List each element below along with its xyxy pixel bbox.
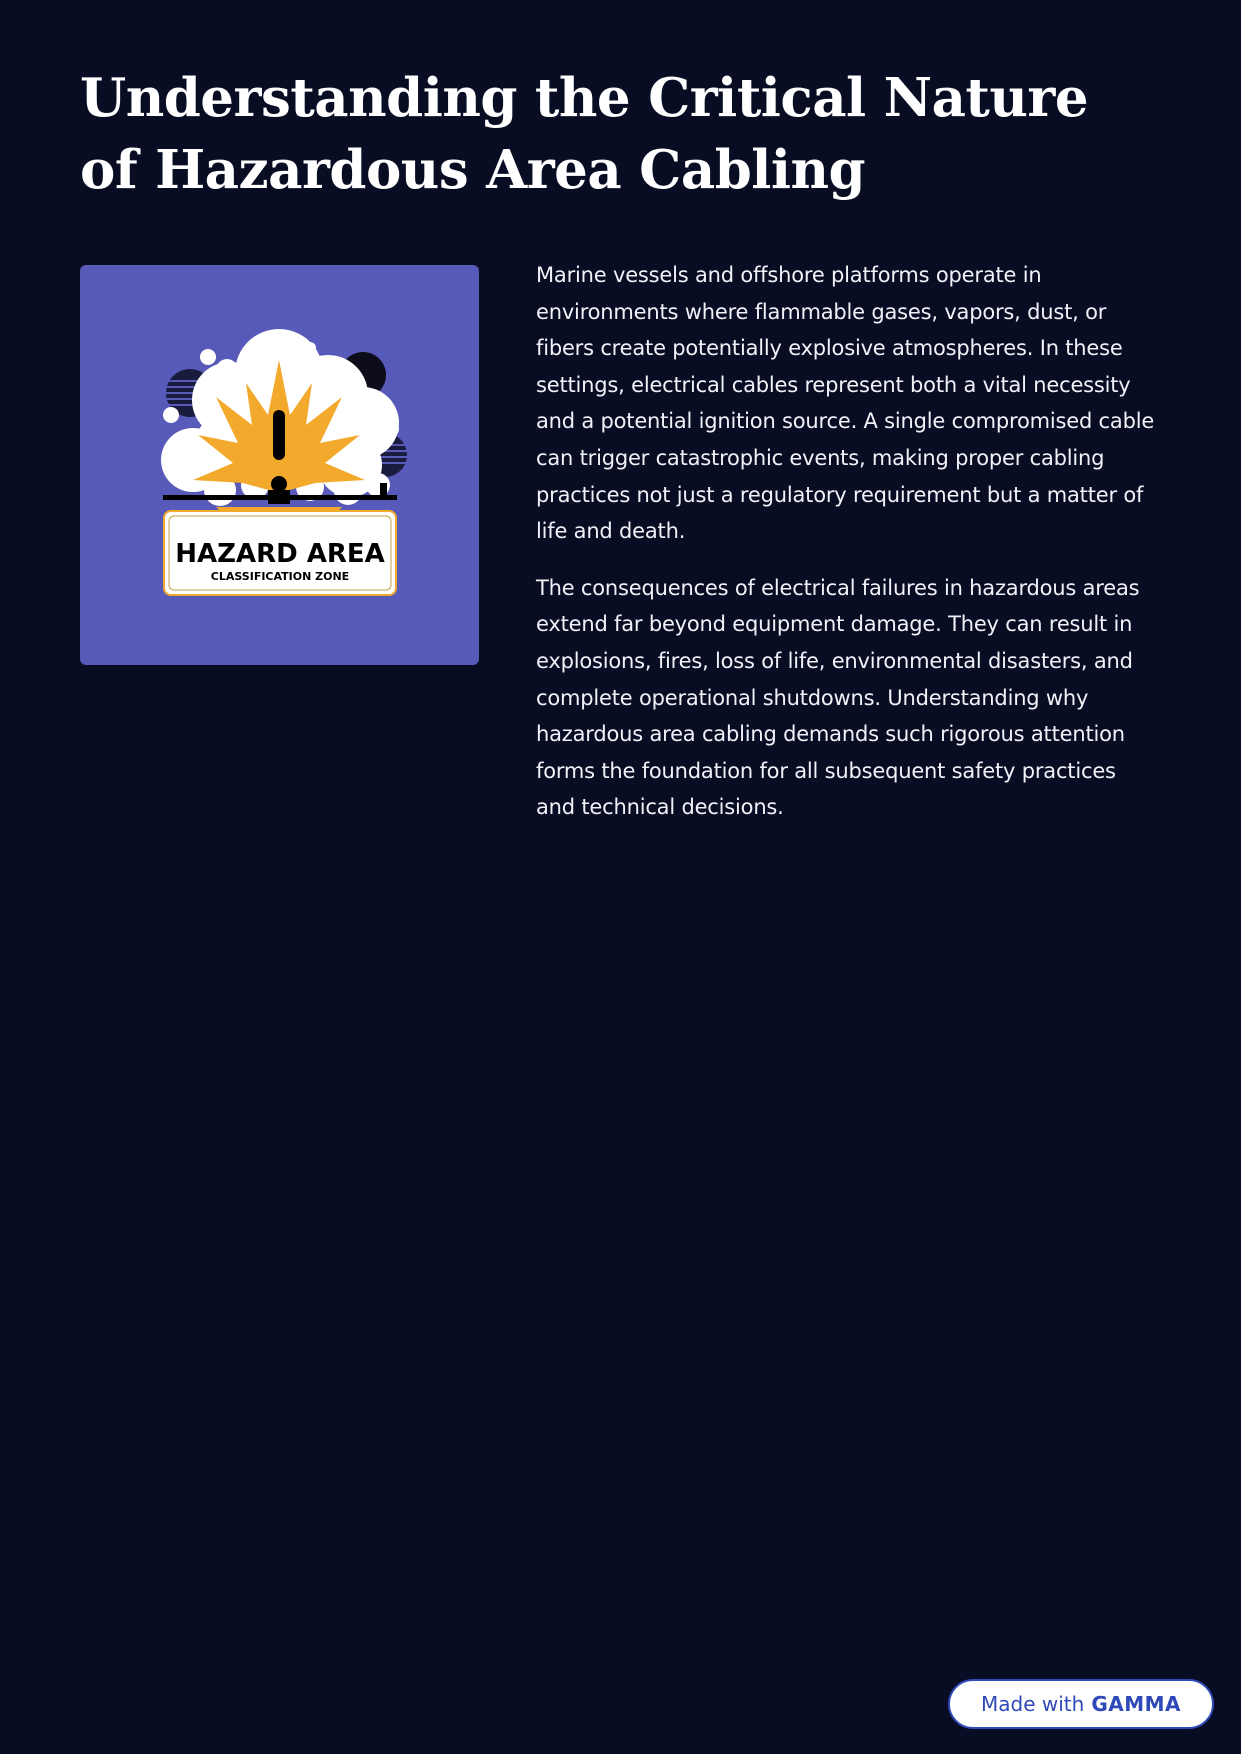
hazard-area-sign	[164, 511, 396, 595]
made-with-gamma-badge[interactable]	[948, 1679, 1214, 1729]
intro-paragraph: Marine vessels and offshore platforms operate in environments where flammable gases, vapors, dust, or fibers create potentially explosive atmospheres. In these settings, electrical cables represent both a vital necessity and a potential ignition source. A single compromised cable can trigger catastrophic events, making proper cabling practices not just a regulatory requirement but a matter of life and death.	[536, 263, 1155, 544]
sign-title: HAZARD AREA	[175, 539, 385, 569]
sign-mount-bar	[163, 495, 397, 500]
page-title: Understanding the Critical Nature of Hazardous Area Cabling	[80, 67, 1089, 201]
hazard-area-illustration	[80, 265, 479, 665]
made-with-label: Made with	[981, 1692, 1085, 1716]
body-text	[536, 257, 1161, 846]
consequences-paragraph: The consequences of electrical failures in hazardous areas extend far beyond equipment damage. They can result in explosions, fires, loss of life, environmental disasters, and complete operational shutdowns. Understanding why hazardous area cabling demands such rigorous attention forms the foundation for all subsequent safety practices and technical decisions.	[536, 575, 1140, 820]
gamma-logo: GAMMA	[1091, 1692, 1181, 1716]
sign-subtitle: CLASSIFICATION ZONE	[210, 570, 350, 583]
